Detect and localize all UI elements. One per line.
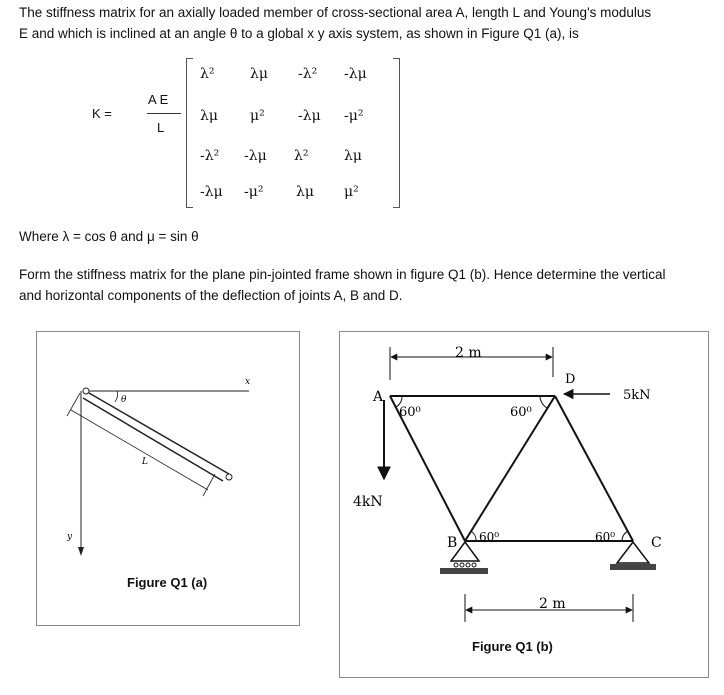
matrix-cell: -λμ (344, 66, 367, 82)
joint-label-c: C (651, 535, 662, 551)
x-axis-label: x (245, 377, 251, 387)
intro-line-2: E and which is inclined at an angle θ to a global x y axis system, as shown in Figure Q1 (a), is (19, 26, 579, 41)
dim-extension-left (67, 393, 80, 416)
matrix-cell: λ² (200, 66, 215, 82)
roller-b (454, 563, 458, 567)
figure-q1b-caption: Figure Q1 (b) (472, 639, 553, 654)
matrix-cell: -λμ (244, 148, 267, 164)
dim-extension-right (203, 474, 215, 496)
left-bracket (186, 58, 193, 208)
y-axis-label: y (67, 532, 73, 542)
matrix-cell: λμ (296, 184, 314, 200)
joint-label-d: D (565, 372, 576, 387)
roller-b (472, 563, 476, 567)
intro-line-1: The stiffness matrix for an axially loaded member of cross-sectional area A, length L and Young's modulus (19, 5, 652, 20)
support-c-pin (617, 542, 649, 563)
matrix-cell: λμ (250, 66, 268, 82)
top-dimension-label: 2 m (455, 345, 482, 361)
load-label-d: 5kN (623, 388, 651, 403)
figure-q1a (36, 331, 300, 626)
matrix-numerator: A E (148, 92, 169, 107)
joint-label-b: B (447, 535, 458, 551)
angle-label-a: 60⁰ (399, 405, 421, 420)
where-definition: Where λ = cos θ and μ = sin θ (19, 229, 199, 244)
matrix-denominator: L (157, 120, 165, 135)
figure-q1b (339, 331, 709, 678)
roller-b (466, 563, 470, 567)
bottom-dimension-label: 2 m (539, 596, 566, 612)
task-line-2: and horizontal components of the deflection of joints A, B and D. (19, 288, 403, 303)
y-axis-arrow (78, 547, 84, 556)
k-label: K = (92, 106, 112, 121)
matrix-cell: μ² (344, 184, 359, 200)
angle-label-d: 60⁰ (510, 405, 532, 420)
figure-q1a-caption: Figure Q1 (a) (127, 575, 208, 590)
ground-b (440, 568, 488, 574)
joint-label-a: A (373, 389, 384, 405)
task-line-1: Form the stiffness matrix for the plane pin-jointed frame shown in figure Q1 (b). Hence determine the vertical (19, 267, 666, 282)
matrix-cell: -μ² (244, 184, 264, 200)
right-bracket (393, 58, 400, 208)
matrix-cell: -λ² (200, 148, 220, 164)
matrix-cell: λμ (344, 148, 362, 164)
theta-label: θ (121, 395, 127, 405)
fraction-bar (147, 113, 181, 114)
matrix-cell: -λμ (298, 108, 321, 124)
roller-b (460, 563, 464, 567)
angle-arc-c (622, 531, 628, 541)
load-label-a: 4kN (353, 494, 383, 510)
node-2 (226, 474, 232, 480)
theta-arc (115, 391, 118, 402)
angle-arc-d (540, 396, 547, 408)
matrix-cell: -λμ (200, 184, 223, 200)
angle-label-c: 60⁰ (595, 530, 616, 544)
length-label: L (142, 457, 148, 467)
matrix-cell: -μ² (344, 108, 364, 124)
matrix-cell: λ² (294, 148, 309, 164)
member-dc (555, 396, 633, 541)
matrix-cell: λμ (200, 108, 218, 124)
node-1 (83, 388, 89, 394)
member-bottom-edge (83, 398, 223, 481)
angle-arc-b (471, 531, 476, 541)
angle-label-b: 60⁰ (479, 530, 500, 544)
ground-c (610, 564, 656, 570)
matrix-cell: μ² (250, 108, 265, 124)
matrix-cell: -λ² (298, 66, 318, 82)
figure-q1b-drawing (340, 332, 708, 677)
